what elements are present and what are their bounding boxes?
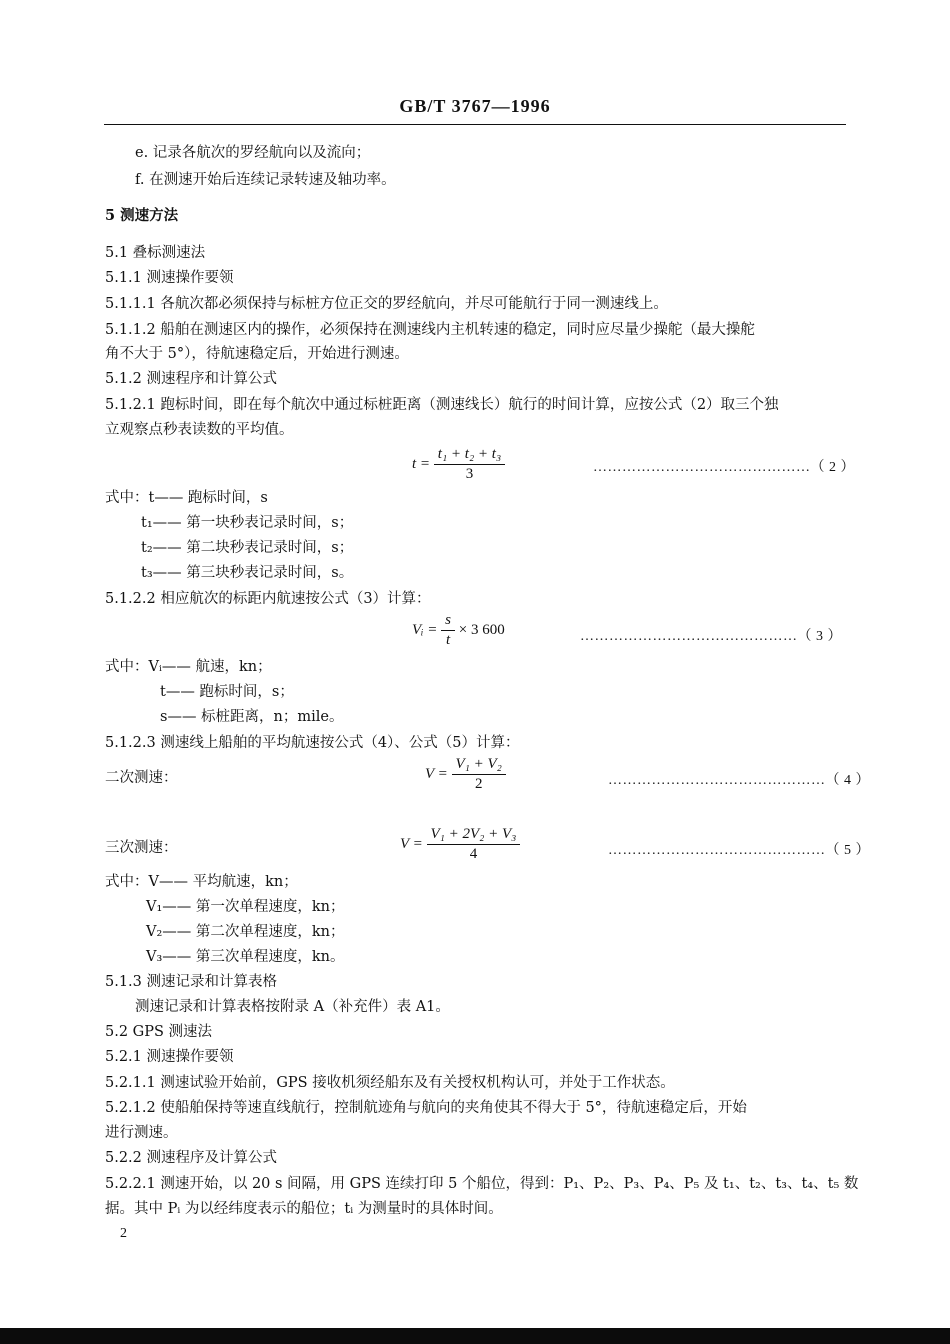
formula-4 bbox=[425, 756, 506, 793]
formula-4-fraction bbox=[452, 756, 506, 793]
where-5-v3: V₃—— 第三次单程速度，kn。 bbox=[146, 949, 345, 965]
where-2-t1: t₁—— 第一块秒表记录时间，s； bbox=[141, 515, 354, 531]
formula-4-lhs: V = bbox=[425, 765, 448, 782]
para-5-2-1-1: 5.2.1.1 测速试验开始前，GPS 接收机须经船东及有关授权机构认可，并处于工作状态。 bbox=[105, 1075, 675, 1091]
para-5-2-2-1-line1: 5.2.2.1 测速开始，以 20 s 间隔，用 GPS 连续打印 5 个船位，得到：P₁、P₂、P₃、P₄、P₅ 及 t₁、t₂、t₃、t₄、t₅ 数 bbox=[105, 1176, 859, 1192]
header-rule bbox=[104, 124, 846, 125]
formula-2-fraction bbox=[434, 446, 505, 483]
where-2-t3: t₃—— 第三块秒表记录时间，s。 bbox=[141, 565, 354, 581]
formula-4-denominator: 2 bbox=[474, 776, 483, 792]
formula-3-denominator: t bbox=[446, 632, 451, 648]
formula-5-lhs: V = bbox=[400, 835, 423, 852]
where-3-t: t—— 跑标时间，s； bbox=[160, 684, 294, 700]
para-5-2-1-2-line2: 进行测速。 bbox=[105, 1125, 178, 1141]
para-5-1-2-1-line1: 5.1.2.1 跑标时间，即在每个航次中通过标桩距离（测速线长）航行的时间计算，应按公式（2）取三个独 bbox=[105, 397, 779, 413]
formula-5-denominator: 4 bbox=[469, 846, 478, 862]
where-2-t2: t₂—— 第二块秒表记录时间，s； bbox=[141, 540, 354, 556]
formula-3 bbox=[412, 612, 505, 649]
section-5-1-2-title: 5.1.2 测速程序和计算公式 bbox=[105, 371, 278, 387]
formula-3-fraction bbox=[441, 612, 455, 649]
where-3-s: s—— 标桩距离，n；mile。 bbox=[160, 709, 344, 725]
formula-3-number: ………………………………………（ 3 ） bbox=[580, 629, 842, 644]
para-5-1-2-3: 5.1.2.3 测速线上船舶的平均航速按公式（4）、公式（5）计算： bbox=[105, 735, 520, 751]
para-5-1-1-1: 5.1.1.1 各航次都必须保持与标桩方位正交的罗经航向，并尽可能航行于同一测速线上。 bbox=[105, 296, 668, 312]
where-5-intro: 式中：V—— 平均航速，kn； bbox=[105, 874, 298, 890]
formula-5-fraction bbox=[427, 826, 521, 863]
standard-code-header: GB/T 3767—1996 bbox=[399, 96, 551, 116]
formula-2-number: ………………………………………（ 2 ） bbox=[593, 460, 855, 475]
where-2-intro: 式中：t—— 跑标时间，s bbox=[105, 490, 268, 506]
formula-5-number: ………………………………………（ 5 ） bbox=[608, 843, 870, 858]
formula-3-lhs: Vᵢ = bbox=[412, 621, 438, 638]
para-5-1-1-2-line2: 角不大于 5°），待航速稳定后，开始进行测速。 bbox=[105, 346, 409, 362]
formula-2-denominator: 3 bbox=[465, 466, 474, 482]
formula-3-numerator: s bbox=[441, 612, 455, 631]
formula-3-tail: × 3 600 bbox=[458, 621, 505, 638]
list-item-f: f. 在测速开始后连续记录转速及轴功率。 bbox=[135, 172, 396, 188]
formula-4-numerator: V₁ + V₂ bbox=[452, 756, 506, 775]
section-5-1-title: 5.1 叠标测速法 bbox=[105, 245, 206, 261]
formula-4-number: ………………………………………（ 4 ） bbox=[608, 773, 870, 788]
page-number: 2 bbox=[120, 1226, 127, 1241]
para-5-1-2-1-line2: 立观察点秒表读数的平均值。 bbox=[105, 422, 294, 438]
para-5-2-2-1-line2: 据。其中 Pᵢ 为以经纬度表示的船位；tᵢ 为测量时的具体时间。 bbox=[105, 1201, 503, 1217]
formula-4-label: 二次测速： bbox=[105, 770, 178, 786]
formula-2 bbox=[412, 446, 505, 483]
section-5-title: 5 测速方法 bbox=[105, 207, 179, 224]
para-5-1-1-2-line1: 5.1.1.2 船舶在测速区内的操作，必须保持在测速线内主机转速的稳定，同时应尽量少操舵（最大操舵 bbox=[105, 322, 755, 338]
where-5-v1: V₁—— 第一次单程速度，kn； bbox=[146, 899, 345, 915]
formula-5 bbox=[400, 826, 520, 863]
section-5-1-1-title: 5.1.1 测速操作要领 bbox=[105, 270, 234, 286]
scan-border-bottom bbox=[0, 1328, 950, 1344]
section-5-2-title: 5.2 GPS 测速法 bbox=[105, 1024, 213, 1040]
para-5-1-3-body: 测速记录和计算表格按附录 A（补充件）表 A1。 bbox=[135, 999, 450, 1015]
section-5-2-1-title: 5.2.1 测速操作要领 bbox=[105, 1049, 234, 1065]
formula-5-numerator: V₁ + 2V₂ + V₃ bbox=[427, 826, 521, 845]
para-5-2-1-2-line1: 5.2.1.2 使船舶保持等速直线航行，控制航迹角与航向的夹角使其不得大于 5°，待航速稳定后，开始 bbox=[105, 1100, 747, 1116]
para-5-1-2-2: 5.1.2.2 相应航次的标距内航速按公式（3）计算： bbox=[105, 591, 431, 607]
formula-5-label: 三次测速： bbox=[105, 840, 178, 856]
where-5-v2: V₂—— 第二次单程速度，kn； bbox=[146, 924, 345, 940]
section-5-2-2-title: 5.2.2 测速程序及计算公式 bbox=[105, 1150, 278, 1166]
where-3-intro: 式中：Vᵢ—— 航速，kn； bbox=[105, 659, 272, 675]
list-item-e: e. 记录各航次的罗经航向以及流向； bbox=[135, 145, 371, 161]
section-5-1-3-title: 5.1.3 测速记录和计算表格 bbox=[105, 974, 278, 990]
formula-2-numerator: t₁ + t₂ + t₃ bbox=[434, 446, 505, 465]
formula-2-lhs: t = bbox=[412, 455, 431, 472]
